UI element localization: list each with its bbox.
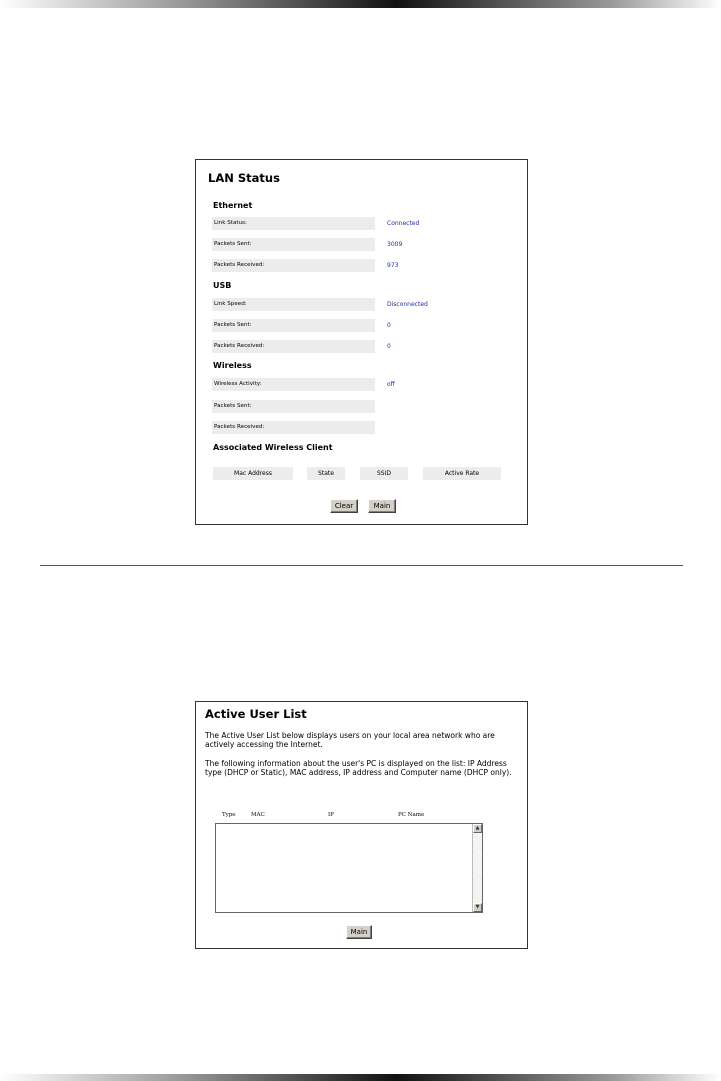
main-button-user-list[interactable]: Main	[346, 925, 372, 939]
usb-packets-sent-value: 0	[387, 322, 391, 329]
associated-wireless-client-heading: Associated Wireless Client	[213, 443, 333, 452]
ethernet-link-status-label: Link Status:	[212, 217, 375, 230]
client-column-state: State	[307, 467, 345, 480]
active-user-list-description: The Active User List below displays users on your local area network who are actively accessing the Internet.	[205, 731, 495, 750]
ethernet-packets-received-label: Packets Received:	[212, 259, 375, 272]
lan-status-title: LAN Status	[208, 171, 280, 185]
section-divider	[40, 565, 683, 566]
wireless-packets-received-label: Packets Received:	[212, 421, 375, 434]
usb-link-speed-label: Link Speed:	[212, 298, 375, 311]
list-column-mac: MAC	[251, 812, 265, 818]
scroll-down-arrow-icon[interactable]: ▼	[473, 903, 482, 912]
top-gradient-bar	[0, 0, 721, 8]
ethernet-packets-sent-label: Packets Sent:	[212, 238, 375, 251]
lan-status-panel	[195, 159, 528, 525]
usb-heading: USB	[213, 281, 232, 290]
usb-packets-received-label: Packets Received:	[212, 340, 375, 353]
list-column-ip: IP	[328, 812, 334, 818]
ethernet-packets-received-value: 973	[387, 262, 399, 269]
main-button[interactable]: Main	[368, 499, 396, 513]
list-column-type: Type	[222, 812, 236, 818]
scroll-up-arrow-icon[interactable]: ▲	[473, 824, 482, 833]
clear-button[interactable]: Clear	[330, 499, 358, 513]
active-user-list-panel	[195, 701, 528, 949]
usb-packets-received-value: 0	[387, 343, 391, 350]
client-column-active-rate: Active Rate	[423, 467, 501, 480]
client-column-ssid: SSID	[360, 467, 408, 480]
list-column-pc-name: PC Name	[398, 812, 425, 818]
active-user-listbox[interactable]	[215, 823, 483, 913]
usb-link-speed-value: Disconnected	[387, 301, 428, 308]
active-user-list-title: Active User List	[205, 707, 307, 721]
client-column-mac-address: Mac Address	[213, 467, 293, 480]
ethernet-link-status-value: Connected	[387, 220, 420, 227]
wireless-packets-sent-label: Packets Sent:	[212, 400, 375, 413]
usb-packets-sent-label: Packets Sent:	[212, 319, 375, 332]
wireless-activity-label: Wireless Activity:	[212, 378, 375, 391]
wireless-activity-value: off	[387, 381, 395, 388]
ethernet-packets-sent-value: 3009	[387, 241, 403, 248]
bottom-gradient-bar	[0, 1074, 721, 1081]
ethernet-heading: Ethernet	[213, 201, 253, 210]
listbox-scrollbar[interactable]	[472, 824, 482, 912]
wireless-heading: Wireless	[213, 361, 252, 370]
active-user-list-info: The following information about the user's PC is displayed on the list: IP Address type (DHCP or Static), MAC address, IP address and Computer name (DHCP only).	[205, 759, 512, 778]
